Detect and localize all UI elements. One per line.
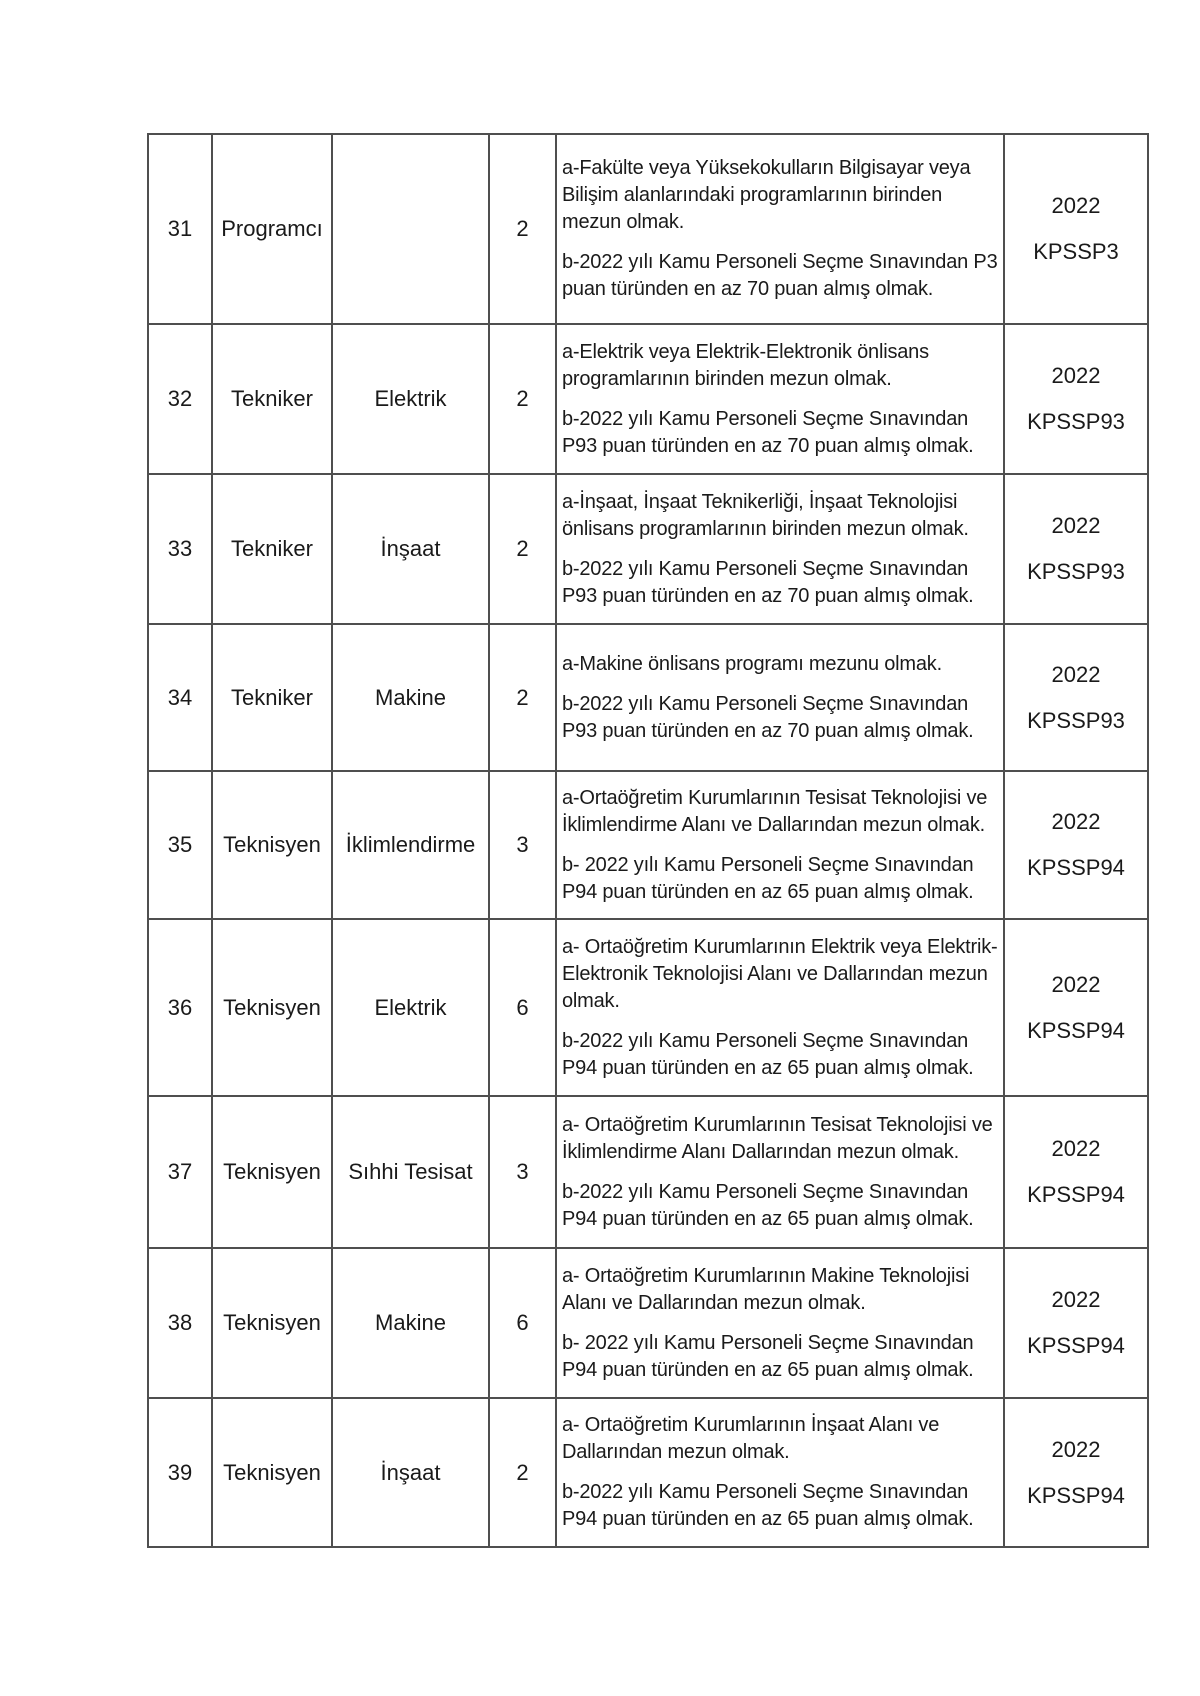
table-row [148, 771, 1148, 919]
cell-row-number: 38 [148, 1248, 212, 1398]
cell-row-number: 33 [148, 474, 212, 624]
kpss-year: 2022 [1051, 971, 1101, 997]
cell-row-number: 31 [148, 134, 212, 324]
kpss-score-type: KPSSP94 [1027, 1017, 1125, 1043]
table-row [148, 919, 1148, 1096]
cell-requirements [556, 1248, 1004, 1398]
kpss-year: 2022 [1051, 513, 1101, 538]
cell-requirements [556, 771, 1004, 919]
cell-kpss [1004, 1398, 1148, 1547]
kpss-year: 2022 [1051, 193, 1101, 218]
table-row [148, 134, 1148, 324]
cell-branch: İnşaat [332, 1398, 489, 1547]
kpss-score-type: KPSSP93 [1027, 409, 1125, 434]
cell-branch: Makine [332, 1248, 489, 1398]
kpss-year: 2022 [1051, 1136, 1101, 1161]
requirement-b: b-2022 yılı Kamu Personeli Seçme Sınavından P94 puan türünden en az 65 puan almış olmak. [562, 1180, 974, 1230]
kpss-score-type: KPSSP94 [1027, 1182, 1125, 1207]
cell-count: 2 [489, 1398, 556, 1547]
kpss-score-type: KPSSP93 [1027, 707, 1125, 733]
cell-branch: Sıhhi Tesisat [332, 1096, 489, 1248]
table-row [148, 324, 1148, 474]
cell-position: Teknisyen [212, 1398, 332, 1547]
cell-kpss [1004, 919, 1148, 1096]
requirement-a: a-Fakülte veya Yüksekokulların Bilgisayar veya Bilişim alanlarındaki programlarının birinden mezun olmak. [562, 157, 971, 233]
cell-requirements [556, 624, 1004, 771]
requirement-b: b-2022 yılı Kamu Personeli Seçme Sınavından P93 puan türünden en az 70 puan almış olmak. [562, 557, 974, 607]
requirement-a: a-Ortaöğretim Kurumlarının Tesisat Teknolojisi ve İklimlendirme Alanı ve Dallarından mezun olmak. [562, 786, 988, 836]
requirement-a: a-Elektrik veya Elektrik-Elektronik önlisans programlarının birinden mezun olmak. [562, 340, 929, 390]
cell-branch: Makine [332, 624, 489, 771]
cell-count: 3 [489, 1096, 556, 1248]
kpss-year: 2022 [1051, 1436, 1101, 1462]
cell-position: Teknisyen [212, 919, 332, 1096]
cell-count: 3 [489, 771, 556, 919]
cell-position: Teknisyen [212, 1248, 332, 1398]
requirement-b: b-2022 yılı Kamu Personeli Seçme Sınavından P3 puan türünden en az 70 puan almış olmak. [562, 251, 998, 300]
table-row [148, 474, 1148, 624]
cell-requirements [556, 134, 1004, 324]
cell-requirements [556, 474, 1004, 624]
kpss-score-type: KPSSP94 [1027, 1482, 1125, 1508]
cell-branch: Elektrik [332, 324, 489, 474]
cell-branch: Elektrik [332, 919, 489, 1096]
requirement-a: a- Ortaöğretim Kurumlarının İnşaat Alanı ve Dallarından mezun olmak. [562, 1414, 940, 1463]
cell-position: Tekniker [212, 624, 332, 771]
requirement-b: b- 2022 yılı Kamu Personeli Seçme Sınavından P94 puan türünden en az 65 puan almış olmak. [562, 1331, 974, 1381]
cell-kpss [1004, 771, 1148, 919]
requirement-a: a- Ortaöğretim Kurumlarının Elektrik veya Elektrik-Elektronik Teknolojisi Alanı ve Dallarından mezun olmak. [562, 935, 998, 1012]
requirement-b: b-2022 yılı Kamu Personeli Seçme Sınavından P94 puan türünden en az 65 puan almış olmak. [562, 1029, 974, 1079]
kpss-score-type: KPSSP93 [1027, 559, 1125, 584]
kpss-year: 2022 [1051, 809, 1101, 834]
cell-kpss [1004, 624, 1148, 771]
cell-position: Tekniker [212, 474, 332, 624]
requirement-b: b- 2022 yılı Kamu Personeli Seçme Sınavından P94 puan türünden en az 65 puan almış olmak. [562, 853, 974, 903]
cell-count: 2 [489, 624, 556, 771]
table-row [148, 624, 1148, 771]
cell-requirements [556, 919, 1004, 1096]
table-row [148, 1096, 1148, 1248]
kpss-year: 2022 [1051, 1287, 1101, 1312]
requirement-b: b-2022 yılı Kamu Personeli Seçme Sınavından P93 puan türünden en az 70 puan almış olmak. [562, 692, 974, 742]
requirement-a: a- Ortaöğretim Kurumlarının Makine Teknolojisi Alanı ve Dallarından mezun olmak. [562, 1264, 970, 1314]
table-row [148, 1398, 1148, 1547]
requirement-a: a- Ortaöğretim Kurumlarının Tesisat Teknolojisi ve İklimlendirme Alanı Dallarından mezun olmak. [562, 1113, 993, 1163]
kpss-year: 2022 [1051, 661, 1101, 687]
cell-row-number: 32 [148, 324, 212, 474]
requirement-b: b-2022 yılı Kamu Personeli Seçme Sınavından P93 puan türünden en az 70 puan almış olmak. [562, 407, 974, 457]
cell-count: 6 [489, 919, 556, 1096]
cell-branch [332, 134, 489, 324]
cell-position: Teknisyen [212, 1096, 332, 1248]
cell-row-number: 37 [148, 1096, 212, 1248]
cell-count: 2 [489, 324, 556, 474]
table-row [148, 1248, 1148, 1398]
cell-kpss [1004, 324, 1148, 474]
cell-position: Teknisyen [212, 771, 332, 919]
cell-branch: İklimlendirme [332, 771, 489, 919]
cell-count: 2 [489, 134, 556, 324]
cell-branch: İnşaat [332, 474, 489, 624]
cell-row-number: 35 [148, 771, 212, 919]
cell-count: 2 [489, 474, 556, 624]
job-postings-table [147, 133, 1149, 1548]
requirement-a: a-İnşaat, İnşaat Teknikerliği, İnşaat Teknolojisi önlisans programlarının birinden mezun olmak. [562, 490, 969, 540]
cell-count: 6 [489, 1248, 556, 1398]
cell-position: Tekniker [212, 324, 332, 474]
cell-kpss [1004, 1096, 1148, 1248]
kpss-score-type: KPSSP94 [1027, 855, 1125, 880]
cell-requirements [556, 1398, 1004, 1547]
cell-position: Programcı [212, 134, 332, 324]
cell-kpss [1004, 474, 1148, 624]
cell-kpss [1004, 1248, 1148, 1398]
kpss-year: 2022 [1051, 363, 1101, 388]
cell-row-number: 39 [148, 1398, 212, 1547]
kpss-score-type: KPSSP94 [1027, 1333, 1125, 1358]
cell-kpss [1004, 134, 1148, 324]
cell-requirements [556, 1096, 1004, 1248]
kpss-score-type: KPSSP3 [1033, 239, 1119, 264]
requirement-a: a-Makine önlisans programı mezunu olmak. [562, 652, 942, 675]
requirement-b: b-2022 yılı Kamu Personeli Seçme Sınavından P94 puan türünden en az 65 puan almış olmak. [562, 1481, 974, 1530]
cell-requirements [556, 324, 1004, 474]
cell-row-number: 36 [148, 919, 212, 1096]
cell-row-number: 34 [148, 624, 212, 771]
